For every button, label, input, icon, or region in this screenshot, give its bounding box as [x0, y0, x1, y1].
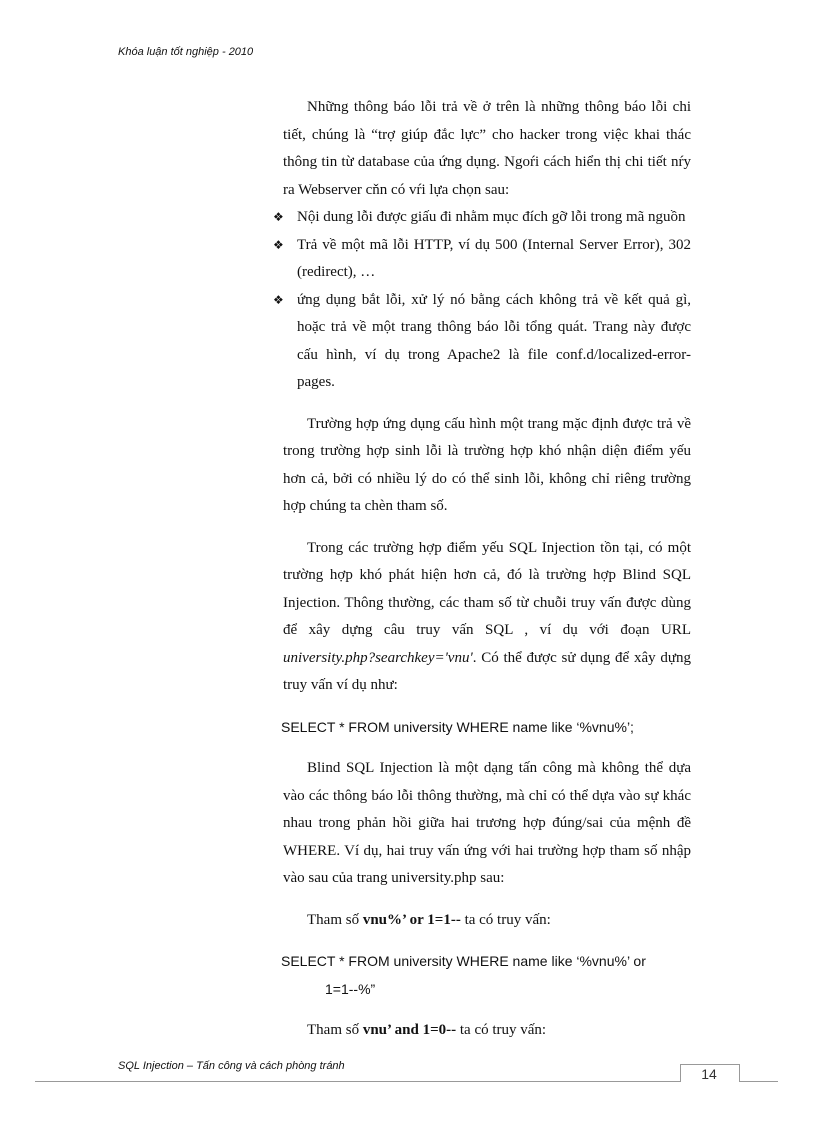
diamond-bullet-icon: ❖	[273, 292, 284, 307]
paragraph-default-page: Trường hợp ứng dụng cấu hình một trang mặc định được trả về trong trường hợp sinh lỗi là trường hợp khó nhận diện điểm yếu hơn cả, bởi có nhiều lý do có thể sinh lỗi, không chỉ riêng trường hợp chúng ta chèn tham số.	[283, 415, 691, 514]
footer-rule	[35, 1081, 778, 1082]
page-number: 14	[701, 1066, 717, 1082]
options-list	[273, 204, 691, 397]
running-header: Khóa luận tốt nghiệp - 2010	[118, 46, 254, 58]
paragraph-blind-sqli-definition: Blind SQL Injection là một dạng tấn công mà không thể dựa vào các thông báo lỗi thông thường, mà chỉ có thể dựa vào sự khác nhau trong phản hồi giữa hai trương hợp đúng/sai của mệnh đề WHERE. Ví dụ, hai truy vấn ứng với hai trường hợp tham số nhập vào sau của trang university.php sau:	[283, 760, 691, 886]
diamond-bullet-icon: ❖	[273, 210, 284, 224]
list-item: ❖ ứng dụng bắt lỗi, xử lý nó bằng cách không trả về kết quả gì, hoặc trả về một trang thông báo lỗi tổng quát. Trang này được cấu hình, ví dụ trong Apache2 là file conf.d/localized-error-pages.	[283, 287, 691, 397]
list-item: ❖ Nội dung lỗi được giấu đi nhằm mục đích gỡ lỗi trong mã nguồn	[283, 204, 691, 232]
paragraph-blind-sqli-intro: Trong các trường hợp điểm yếu SQL Injection tồn tại, có một trường hợp khó phát hiện hơn cả, đó là trường hợp Blind SQL Injection. Thông thường, các tham số từ chuỗi truy vấn được dùng để xây dựng câu truy vấn SQL , ví dụ với đoạn URL university.php?searchkey='vnu'. Có thể được sử dụng để xây dựng truy vấn ví dụ như:	[283, 539, 691, 693]
diamond-bullet-icon: ❖	[273, 237, 284, 252]
code-query-2: SELECT * FROM university WHERE name like ‘%vnu%’ or 1=1--%”	[281, 953, 646, 997]
example-url: university.php?searchkey='vnu'	[283, 649, 473, 666]
main-content	[273, 94, 691, 1045]
paragraph-error-messages: Những thông báo lỗi trả về ở trên là những thông báo lỗi chi tiết, chúng là “trợ giúp đắc lực” cho hacker trong việc khai thác thông tin từ database của ứng dụng. Ngoŕi cách hiển thị chi tiết nŕy ra Webserver cňn có vŕi lựa chọn sau:	[283, 99, 691, 198]
paragraph-param-true: Tham số vnu%’ or 1=1-- ta có truy vấn:	[307, 911, 551, 928]
code-query-1: SELECT * FROM university WHERE name like ‘%vnu%’;	[281, 718, 634, 735]
list-item: ❖ Trả về một mã lỗi HTTP, ví dụ 500 (Internal Server Error), 302 (redirect), …	[283, 232, 691, 287]
paragraph-param-false: Tham số vnu’ and 1=0-- ta có truy vấn:	[307, 1022, 547, 1038]
running-footer: SQL Injection – Tấn công và cách phòng tránh	[118, 1060, 345, 1072]
